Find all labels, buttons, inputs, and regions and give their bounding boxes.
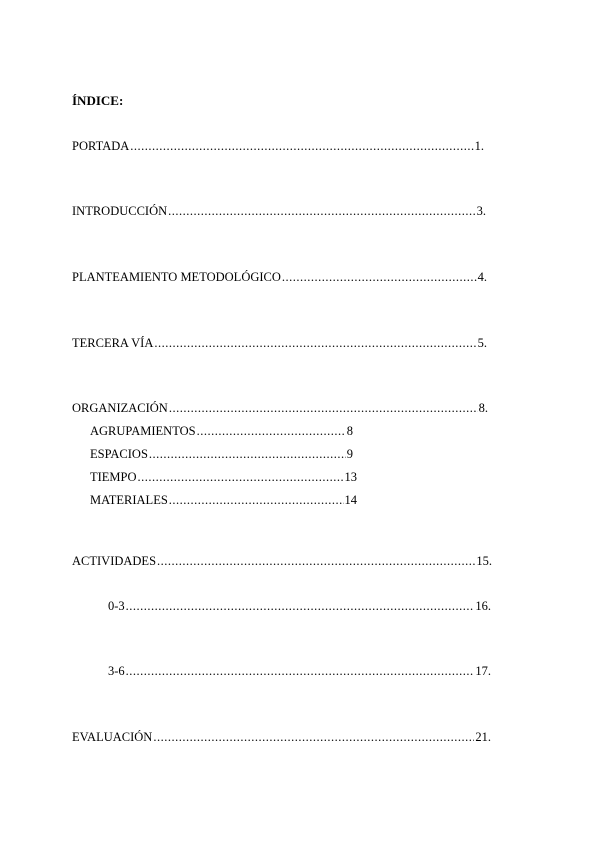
toc-leader — [154, 335, 476, 351]
toc-label: TERCERA VÍA — [72, 336, 154, 350]
toc-label: TIEMPO — [90, 470, 137, 484]
toc-label: 0-3 — [108, 599, 125, 613]
toc-label: ACTIVIDADES — [72, 554, 157, 568]
toc-entry-actividades — [72, 553, 492, 569]
toc-entry-tercera-via — [72, 335, 487, 351]
toc-leader — [130, 138, 473, 154]
toc-page-number: 8. — [478, 401, 488, 415]
toc-label: INTRODUCCIÓN — [72, 204, 168, 218]
toc-leader — [168, 203, 475, 219]
toc-subentry-espacios — [90, 446, 353, 462]
toc-leader — [157, 553, 475, 569]
toc-subentry-3-6 — [108, 663, 491, 679]
toc-entry-evaluacion — [72, 729, 491, 745]
toc-subentry-agrupamientos — [90, 423, 353, 439]
toc-leader — [126, 598, 475, 614]
toc-leader — [282, 269, 477, 285]
toc-leader — [197, 423, 346, 439]
toc-label: AGRUPAMIENTOS — [90, 424, 196, 438]
toc-page-number: 9 — [346, 447, 353, 461]
toc-label: PORTADA — [72, 139, 130, 153]
toc-entry-portada — [72, 138, 484, 154]
toc-leader — [169, 492, 344, 508]
toc-page-number: 1. — [474, 139, 484, 153]
toc-leader — [126, 663, 475, 679]
toc-label: ORGANIZACIÓN — [72, 401, 168, 415]
toc-leader — [153, 729, 474, 745]
toc-entry-planteamiento — [72, 269, 487, 285]
toc-label: 3-6 — [108, 664, 125, 678]
toc-label: EVALUACIÓN — [72, 730, 153, 744]
toc-page-number: 14 — [344, 493, 357, 507]
toc-page-number: 13 — [344, 470, 357, 484]
toc-entry-introduccion — [72, 203, 486, 219]
toc-page-number: 8 — [346, 424, 353, 438]
toc-leader — [138, 469, 344, 485]
toc-page-number: 21. — [475, 730, 491, 744]
index-title: ÍNDICE: — [72, 93, 124, 108]
toc-leader — [169, 400, 478, 416]
toc-page-number: 16. — [475, 599, 491, 613]
toc-page-number: 15. — [476, 554, 492, 568]
toc-subentry-tiempo — [90, 469, 357, 485]
toc-leader — [149, 446, 346, 462]
toc-page-number: 5. — [477, 336, 487, 350]
toc-entry-organizacion — [72, 400, 488, 416]
toc-subentry-0-3 — [108, 598, 491, 614]
toc-page-number: 3. — [476, 204, 486, 218]
toc-page-number: 4. — [477, 270, 487, 284]
toc-subentry-materiales — [90, 492, 357, 508]
toc-label: PLANTEAMIENTO METODOLÓGICO — [72, 270, 281, 284]
toc-label: ESPACIOS — [90, 447, 148, 461]
toc-label: MATERIALES — [90, 493, 168, 507]
toc-page-number: 17. — [475, 664, 491, 678]
